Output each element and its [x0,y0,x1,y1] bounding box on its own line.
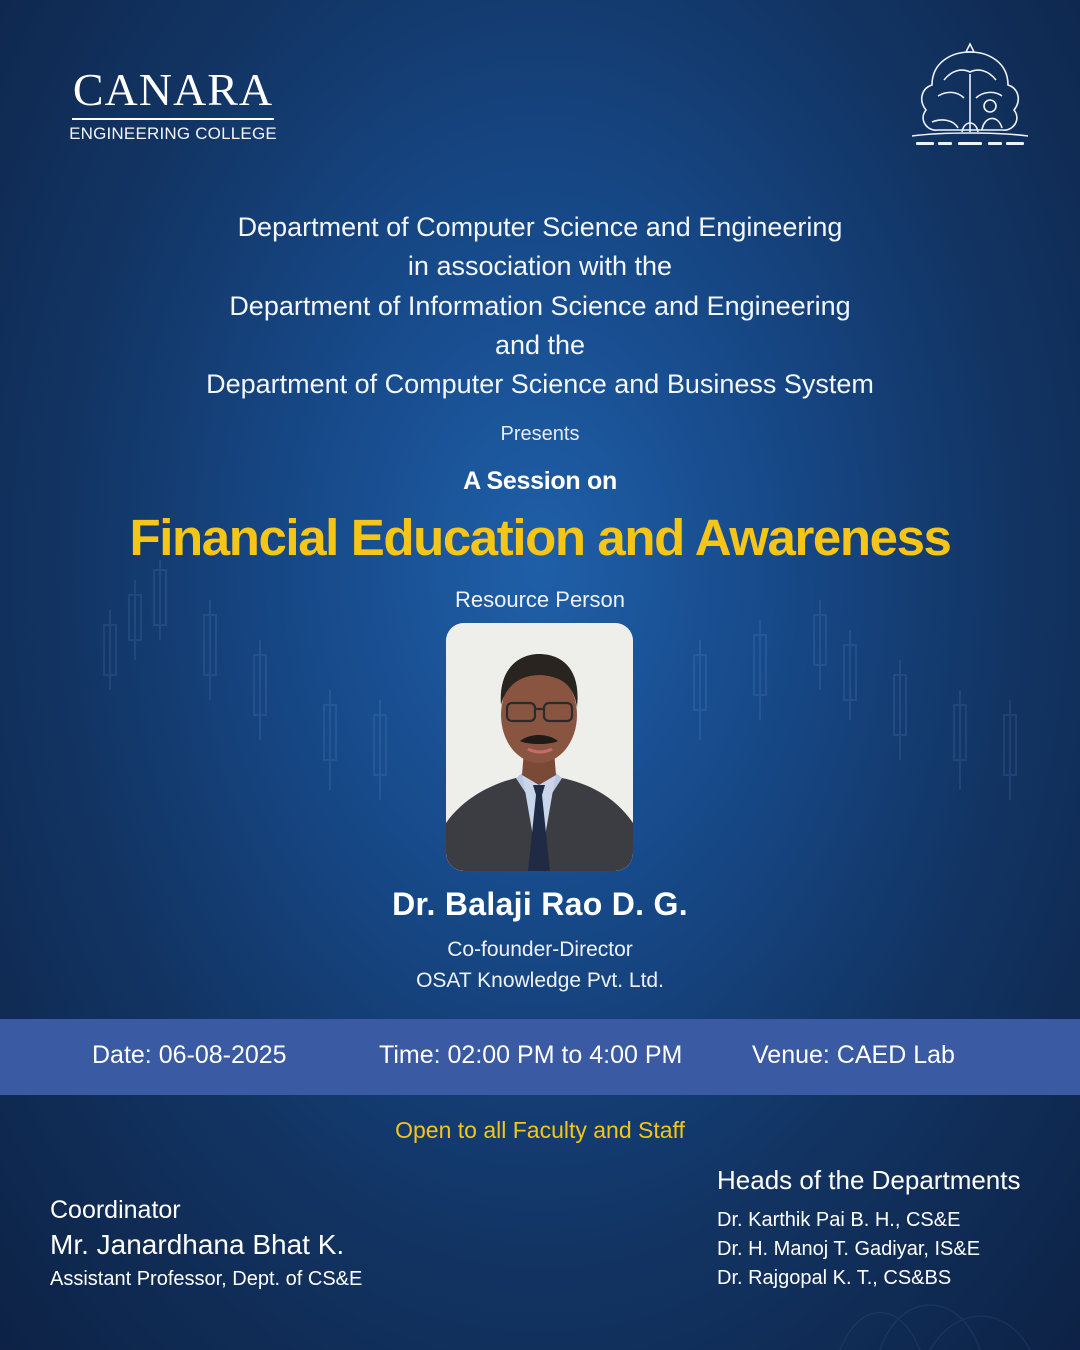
coordinator-label: Coordinator [50,1196,181,1224]
canara-logo [68,64,278,144]
department-line: and the [494,329,586,360]
head-item: Dr. Rajgopal K. T., CS&BS [717,1267,952,1289]
presents-text: Presents [500,423,580,445]
speaker-organization: OSAT Knowledge Pvt. Ltd. [416,969,664,992]
session-label: A Session on [463,467,617,495]
speaker-role: Co-founder-Director [447,938,633,961]
coordinator-name: Mr. Janardhana Bhat K. [50,1229,345,1260]
audience-note: Open to all Faculty and Staff [395,1117,685,1143]
event-title: Financial Education and Awareness [129,509,951,566]
head-item: Dr. H. Manoj T. Gadiyar, IS&E [717,1238,981,1260]
logo-subtitle: ENGINEERING COLLEGE [69,124,277,143]
event-details-bar [0,1019,1080,1095]
speaker-name: Dr. Balaji Rao D. G. [392,886,688,922]
department-line: Department of Computer Science and Business System [206,369,874,400]
coordinator-block [50,1194,362,1294]
heads-block [717,1162,1021,1293]
event-venue: Venue: CAED Lab [752,1041,955,1069]
resource-person-label: Resource Person [455,587,625,612]
event-date: Date: 06-08-2025 [92,1041,287,1069]
department-line: Department of Information Science and Engineering [229,290,851,321]
head-item: Dr. Karthik Pai B. H., CS&E [717,1209,961,1231]
logo-divider [72,118,274,120]
department-line: in association with the [407,251,673,282]
event-time: Time: 02:00 PM to 4:00 PM [379,1041,683,1069]
coordinator-title: Assistant Professor, Dept. of CS&E [50,1268,363,1290]
department-line: Department of Computer Science and Engineering [237,212,843,242]
college-emblem-icon [902,40,1038,155]
departments-block [0,208,1080,404]
speaker-photo [446,623,633,871]
logo-wordmark: CANARA [72,64,274,115]
heads-label: Heads of the Departments [717,1165,1021,1195]
